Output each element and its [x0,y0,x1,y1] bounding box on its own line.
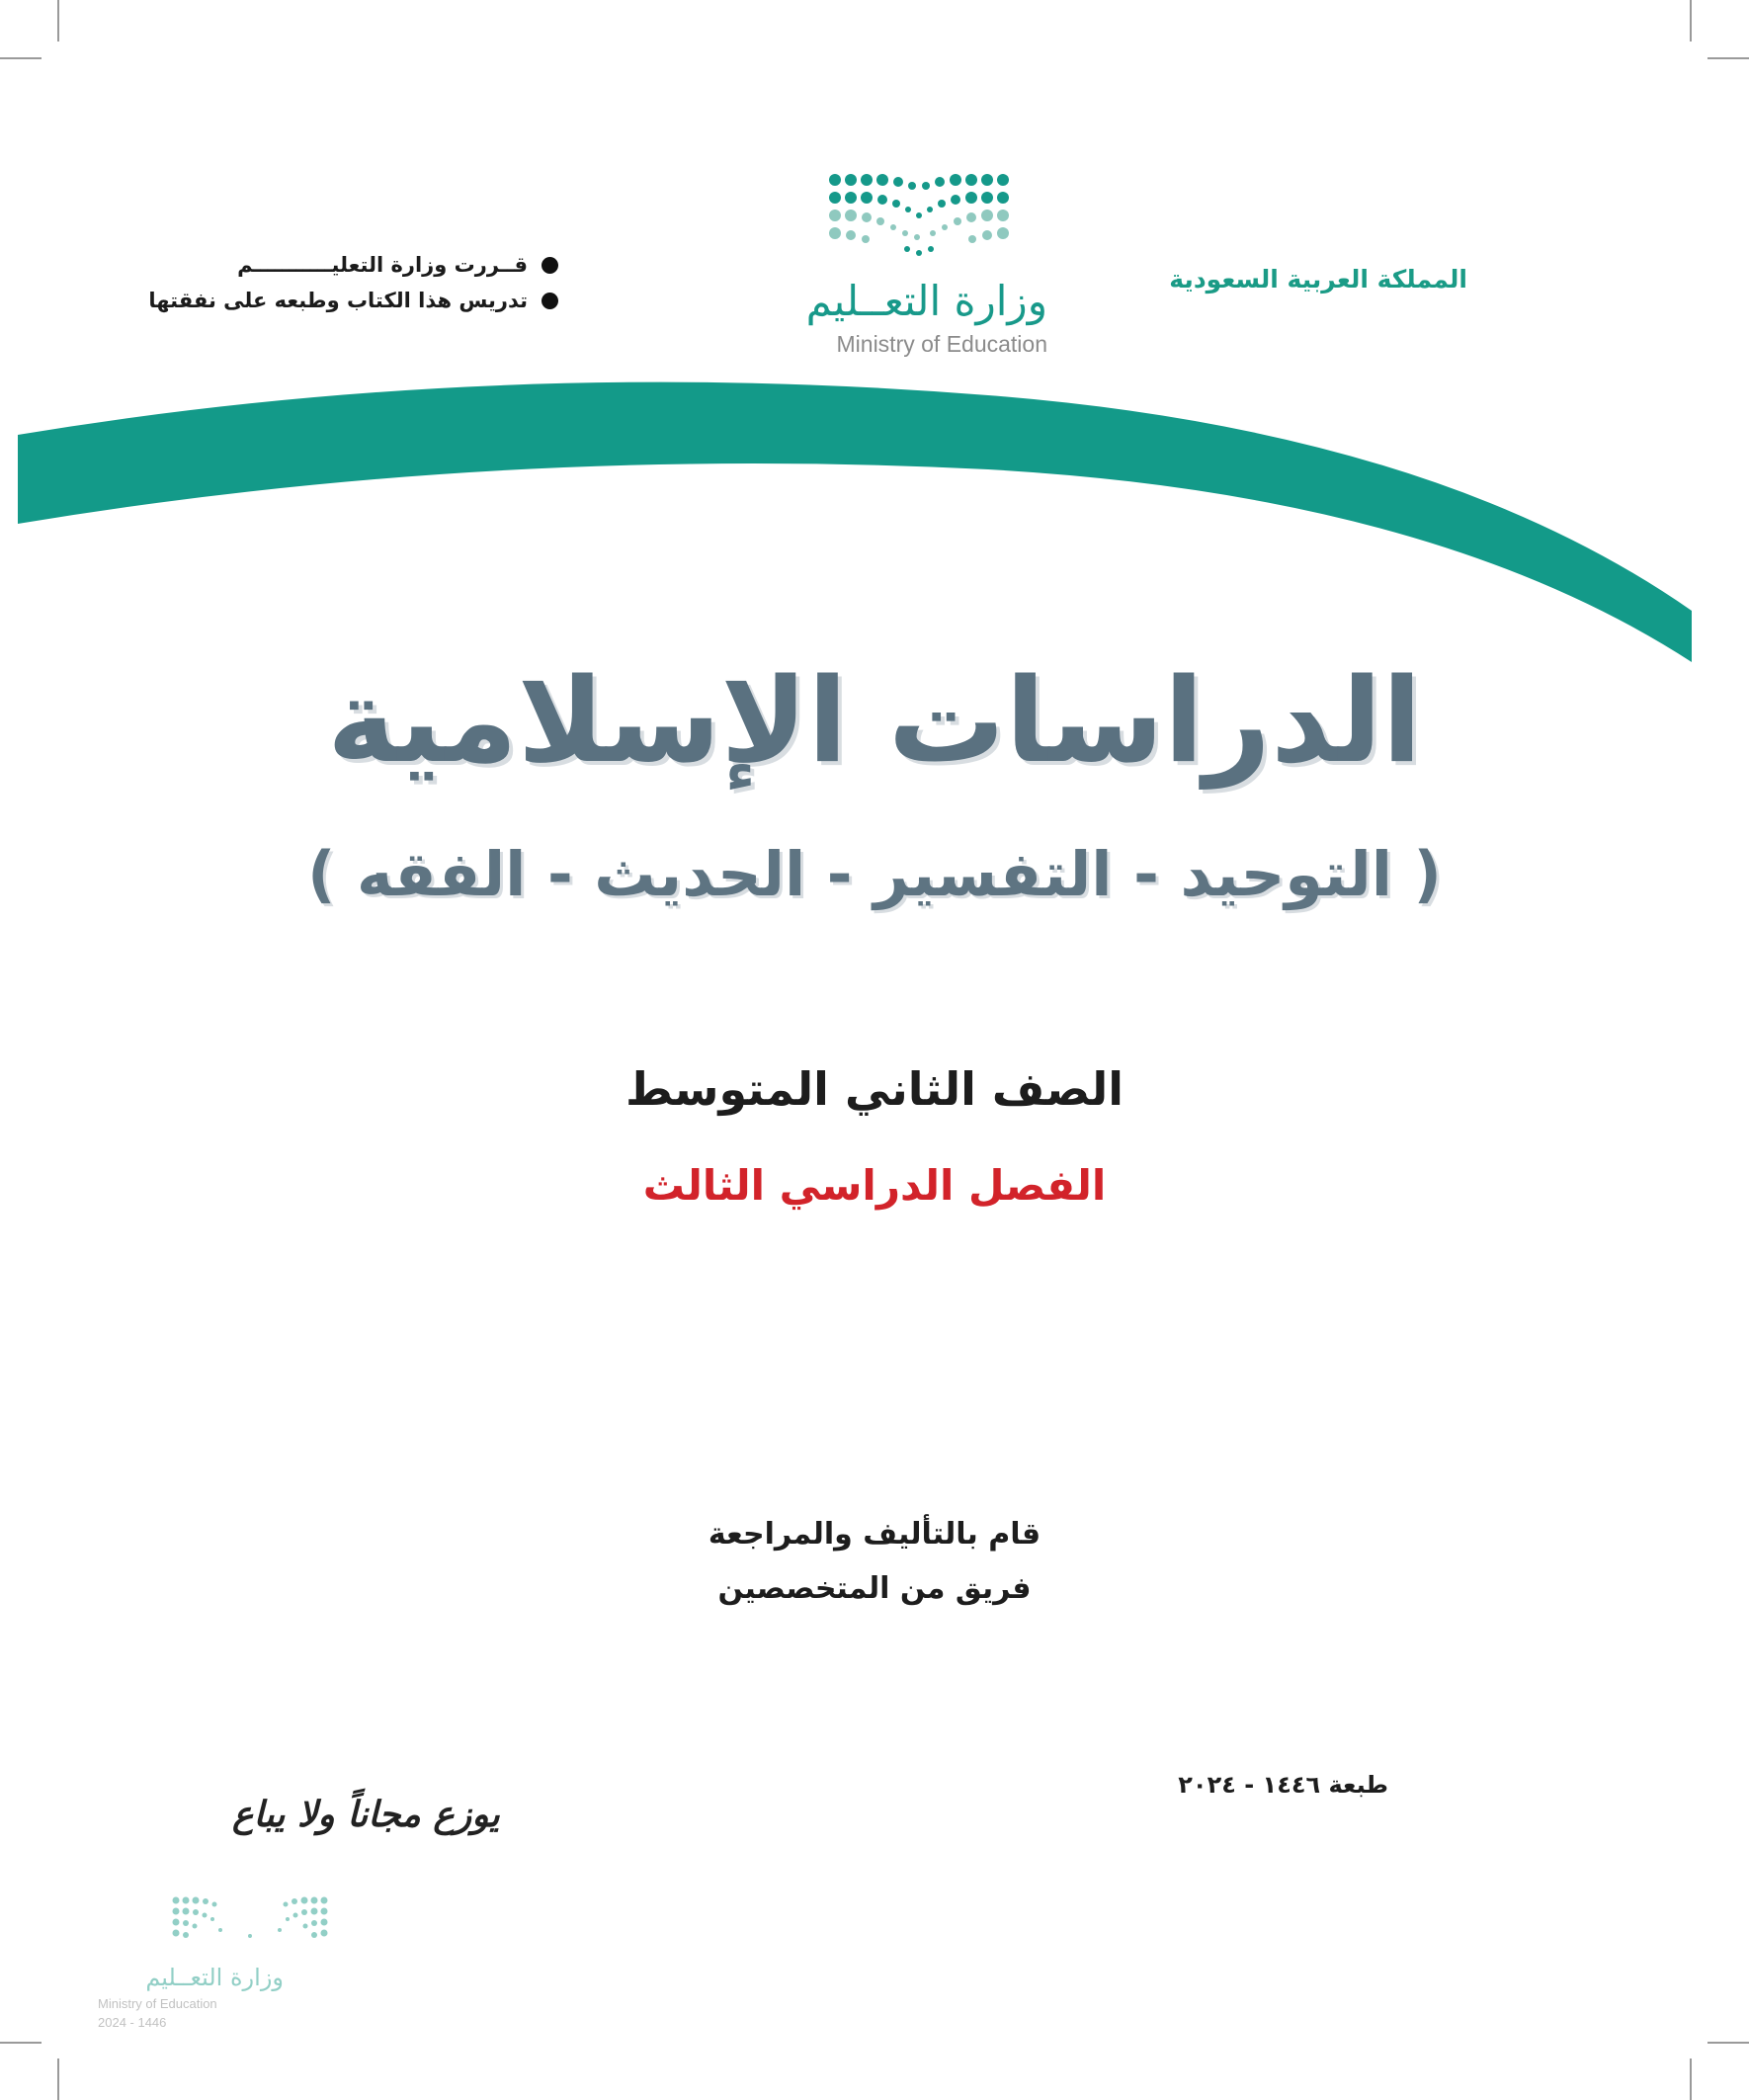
watermark-ministry-en: Ministry of Education [98,1996,217,2011]
authors-line-2: فريق من المتخصصين [717,1571,1032,1606]
bullet-icon [541,293,558,309]
watermark-ministry-ar: وزارة التعــليم [145,1964,284,1991]
ministry-dots-icon [94,1892,331,1962]
semester-label: الفصل الدراسي الثالث [642,1161,1107,1210]
book-title: الدراسات الإسلامية [326,652,1423,789]
crop-mark-bottom-left-v [57,2058,59,2100]
crop-mark-top-right-h [1707,57,1749,59]
crop-mark-bottom-left-h [0,2042,42,2044]
ministry-watermark-logo [94,1892,331,2041]
crop-mark-top-left-v [57,0,59,42]
authors-line-1: قام بالتأليف والمراجعة [708,1517,1041,1552]
ministry-logo [682,168,1097,366]
ministry-name-en: Ministry of Education [836,331,1047,357]
crop-mark-bottom-right-v [1690,2058,1692,2100]
book-subtitle: ( التوحيد - التفسير - الحديث - الفقه ) [307,838,1442,910]
crop-mark-top-right-v [1690,0,1692,42]
crop-mark-bottom-right-h [1707,2042,1749,2044]
approval-text-2: تدريس هذا الكتاب وطبعه على نفقتها [148,289,528,312]
free-distribution-label: يوزع مجاناً ولا يباع [232,1794,500,1835]
edition-label: طبعة ١٤٤٦ - ٢٠٢٤ [1178,1771,1388,1799]
watermark-year: 2024 - 1446 [98,2015,167,2030]
approval-notice [124,247,558,318]
bullet-icon [541,257,558,274]
approval-line-1 [124,247,558,283]
ministry-dots-icon [682,168,1097,277]
approval-text-1: قــررت وزارة التعليـــــــــــم [237,253,528,277]
grade-label: الصف الثاني المتوسط [625,1062,1124,1116]
kingdom-label: المملكة العربية السعودية [1169,265,1467,294]
ministry-name-ar: وزارة التعــليم [805,277,1047,325]
approval-line-2 [124,283,558,318]
crop-mark-top-left-h [0,57,42,59]
